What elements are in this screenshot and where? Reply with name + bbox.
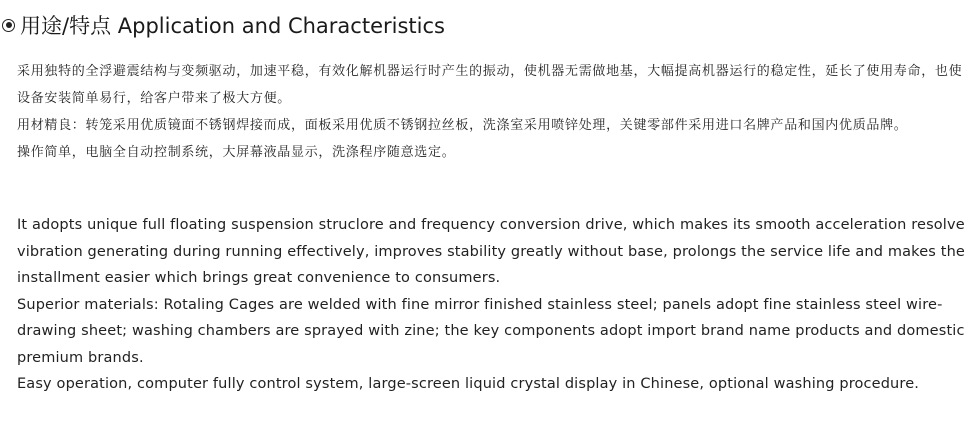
english-description — [17, 212, 972, 398]
chinese-paragraph-operation: 操作简单，电脑全自动控制系统，大屏幕液晶显示，洗涤程序随意选定。 — [17, 145, 456, 160]
english-paragraph-operation: Easy operation, computer fully control system, large-screen liquid crystal display in Chinese, optional washing procedure. — [17, 376, 920, 392]
circle-dot-icon — [2, 19, 15, 32]
section-title: 用途/特点 Application and Characteristics — [20, 14, 445, 38]
english-paragraph-materials: Superior materials: Rotaling Cages are welded with fine mirror finished stainless steel; panels adopt fine stainless steel wire-drawing sheet; washing chambers are sprayed with zine; the key components adopt import brand name products and domestic premium brands. — [17, 296, 965, 366]
chinese-description — [17, 58, 972, 166]
chinese-paragraph-structure: 采用独特的全浮避震结构与变频驱动，加速平稳，有效化解机器运行时产生的振动，使机器无需做地基，大幅提高机器运行的稳定性，延长了使用寿命，也使设备安装简单易行，给客户带来了极大方便。 — [17, 64, 963, 106]
section-heading — [2, 8, 445, 42]
english-paragraph-structure: It adopts unique full floating suspension struclore and frequency conversion drive, which makes its smooth acceleration resolve vibration generating during running effectively, improves stability greatly without base, prolongs the service life and makes the installment easier which brings great convenience to consumers. — [17, 217, 965, 286]
chinese-paragraph-materials: 用材精良：转笼采用优质镜面不锈钢焊接而成，面板采用优质不锈钢拉丝板，洗涤室采用喷锌处理，关键零部件采用进口名牌产品和国内优质品牌。 — [17, 118, 908, 133]
